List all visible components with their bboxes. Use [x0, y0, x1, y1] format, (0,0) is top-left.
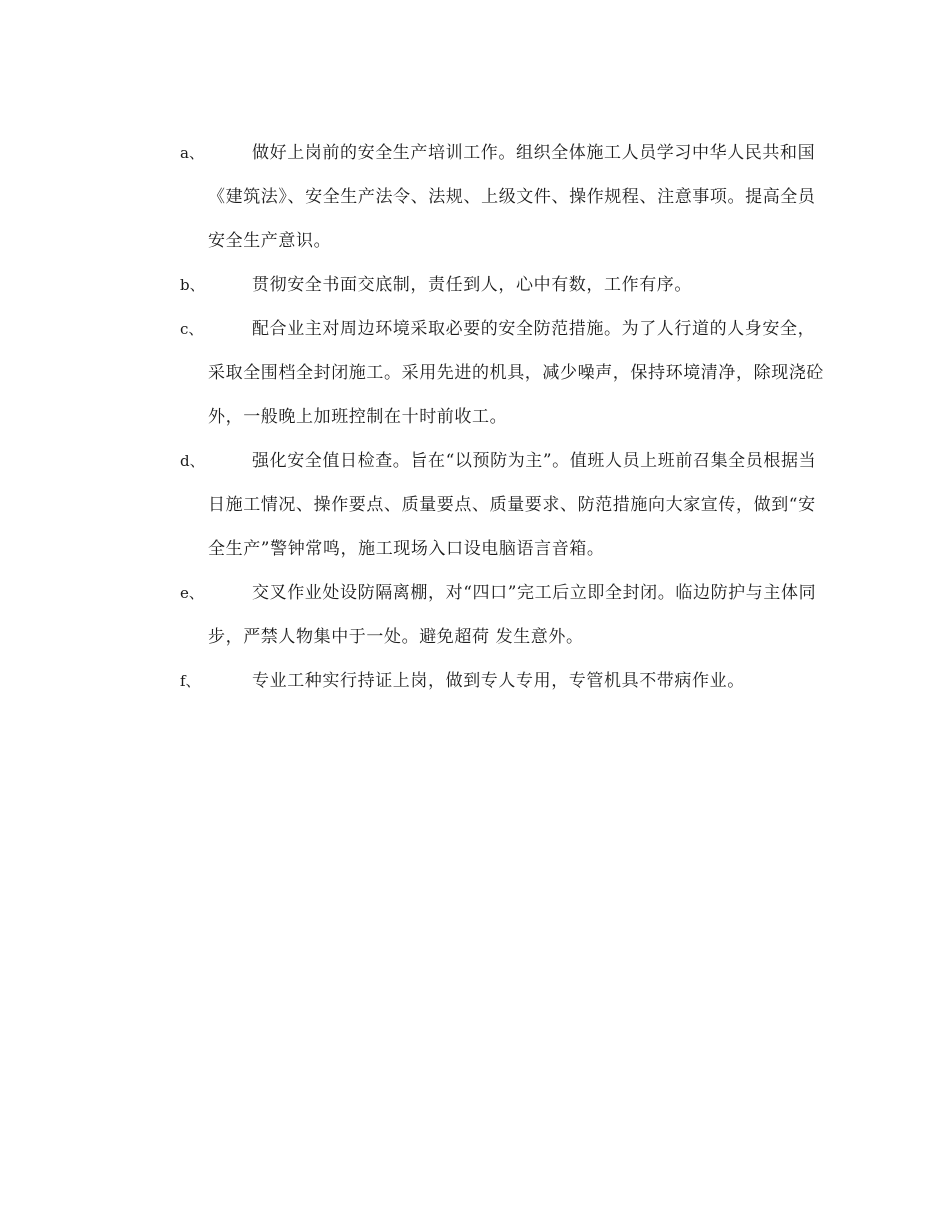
safety-measures-list — [180, 131, 830, 703]
list-item-e — [180, 571, 830, 659]
list-item-text: 做好上岗前的安全生产培训工作。组织全体施工人员学习中华人民共和国《建筑法》、安全生产法令、法规、上级文件、操作规程、注意事项。提高全员安全生产意识。 — [208, 143, 816, 251]
list-item-text: 配合业主对周边环境采取必要的安全防范措施。为了人行道的人身安全，采取全围档全封闭施工。采用先进的机具，减少噪声，保持环境清净，除现浇砼外，一般晚上加班控制在十时前收工。 — [208, 319, 824, 427]
list-item-text: 贯彻安全书面交底制，责任到人，心中有数，工作有序。 — [252, 275, 692, 295]
list-marker: e、 — [180, 584, 204, 602]
list-item-text: 强化安全值日检查。旨在“以预防为主”。值班人员上班前召集全员根据当日施工情况、操作要点、质量要点、质量要求、防范措施向大家宣传，做到“安全生产”警钟常鸣，施工现场入口设电脑语言音箱。 — [208, 451, 817, 559]
list-marker: b、 — [180, 276, 205, 294]
list-marker: d、 — [180, 452, 205, 470]
list-item-b — [180, 263, 830, 307]
list-marker: a、 — [180, 144, 204, 162]
list-marker: f、 — [180, 672, 201, 690]
list-item-d — [180, 439, 830, 571]
list-item-text: 专业工种实行持证上岗，做到专人专用，专管机具不带病作业。 — [252, 671, 745, 691]
list-item-a — [180, 131, 830, 263]
list-marker: c、 — [180, 320, 204, 338]
list-item-f — [180, 659, 830, 703]
list-item-text: 交叉作业处设防隔离棚，对“四口”完工后立即全封闭。临边防护与主体同步，严禁人物集中于一处。避免超荷 发生意外。 — [208, 583, 817, 647]
list-item-c — [180, 307, 830, 439]
